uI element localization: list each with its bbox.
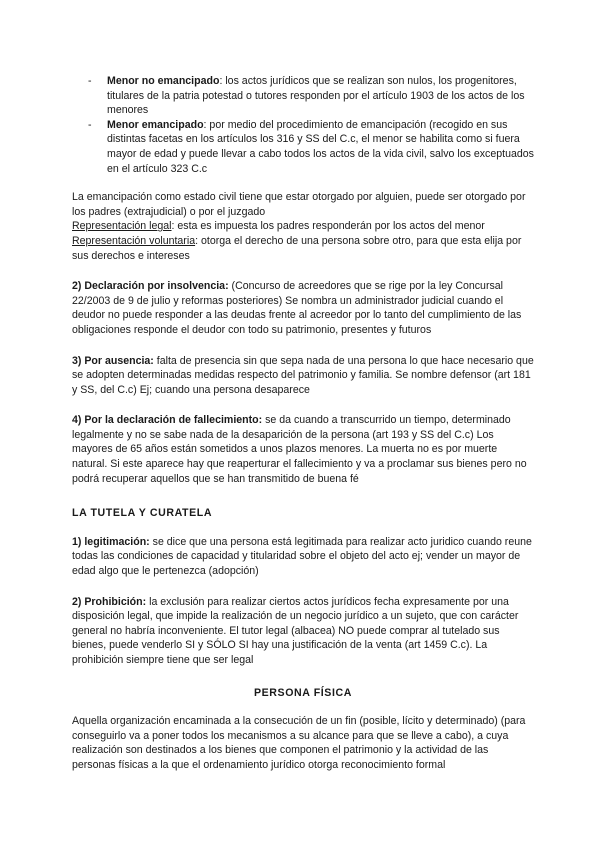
section-text: falta de presencia sin que sepa nada de una persona lo que hace necesario que se adopten determinadas medidas respecto del patrimonio y familia. Se nombre defensor (art 181 y SS, del C.c) Ej; cuando una persona desaparece [72,354,534,396]
document-page [72,74,534,773]
section-title: 4) Por la declaración de fallecimiento: [72,414,263,427]
voluntary-representation-term: Representación voluntaria [72,234,196,247]
bullet-term: Menor no emancipado [107,75,220,87]
list-item [72,118,534,176]
bullet-term: Menor emancipado [107,118,204,131]
minor-status-list [72,74,534,176]
tutela-prohibition [72,595,534,668]
legal-representation-text: : esta es impuesta los padres responderán por los actos del menor [171,220,485,233]
bullet-text: : por medio del procedimiento de emancipación (recogido en sus distintas facetas en los artículos los 316 y SS del C.c, el menor se habilita como si fuera mayor de edad y puede llevar a cabo todos los actos de la vida civil, salvo los exceptuados en el artículo 323 C.c [107,118,534,175]
tutela-heading: LA TUTELA Y CURATELA [72,507,213,520]
emancipation-intro: La emancipación como estado civil tiene que estar otorgado por alguien, puede ser otorgado por los padres (extrajudicial) o por el juzgado [72,191,526,218]
section-text: (Concurso de acreedores que se rige por la ley Concursal 22/2003 de 9 de julio y reformas posteriores) Se nombra un administrador judicial cuando el deudor no puede responder a las deudas frente al acreedor por lo tanto del cumplimiento de las obligaciones responde el deudor con todo su patrimonio, presentes y futuros [72,280,522,336]
emancipation-block [72,190,534,263]
section-insolvency [72,279,534,337]
bullet-dash: - [88,118,92,131]
bullet-text: : los actos jurídicos que se realizan son nulos, los progenitores, titulares de la patria potestad o tutores responden por el artículo 1903 de los actos de los menores [107,75,525,117]
section-title: 2) Declaración por insolvencia: [72,280,229,293]
bullet-dash: - [88,75,92,87]
section-death-declaration [72,413,534,486]
voluntary-representation [72,234,534,263]
tutela-legitimation [72,535,534,579]
section-absence [72,354,534,398]
legal-representation-term: Representación legal [72,220,172,233]
list-item [72,74,534,118]
item-title: 1) legitimación: [72,535,150,548]
persona-text: Aquella organización encaminada a la consecución de un fin (posible, lícito y determinado) (para conseguirlo va a poner todos los mecanismos a su alcance para que se lleve a cabo), a cuya realización son destinados a los bienes que componen el patrimonio y la actividad de las personas físicas a la que el ordenamiento jurídico otorga reconocimiento formal [72,715,526,771]
section-title: 3) Por ausencia: [72,354,154,367]
voluntary-representation-text: : otorga el derecho de una persona sobre otro, para que esta elija por sus derechos e intereses [72,234,522,262]
item-text: se dice que una persona está legitimada para realizar acto juridico cuando reune todas las condiciones de capacidad y titularidad sobre el objeto del acto ej; vender un mayor de edad algo que le pertenezca (adopción) [72,535,532,578]
item-title: 2) Prohibición: [72,595,147,608]
item-text: la exclusión para realizar ciertos actos jurídicos fecha expresamente por una disposición legal, que impide la realización de un negocio jurídico a un sujeto, que con carácter general no habría inconveniente. El tutor legal (albacea) NO puede comprar al tutelado sus bienes, puede venderlo SI y SÓLO SI hay una justificación de la venta (art 1459 C.c). La prohibición siempre tiene que ser legal [72,595,519,666]
section-text: se da cuando a transcurrido un tiempo, determinado legalmente y no se sabe nada de la desaparición de la persona (art 193 y SS del C.c) Los mayores de 65 años están sometidos a unos plazos menores. La muerta no es por muerte natural. Si este aparece hay que reaperturar el fallecimiento y va a proclamar sus bienes pero no podrá recuperar aquellos que se han transmitido de buena fé [72,414,527,485]
persona-heading: PERSONA FÍSICA [253,686,353,699]
legal-representation [72,219,534,234]
